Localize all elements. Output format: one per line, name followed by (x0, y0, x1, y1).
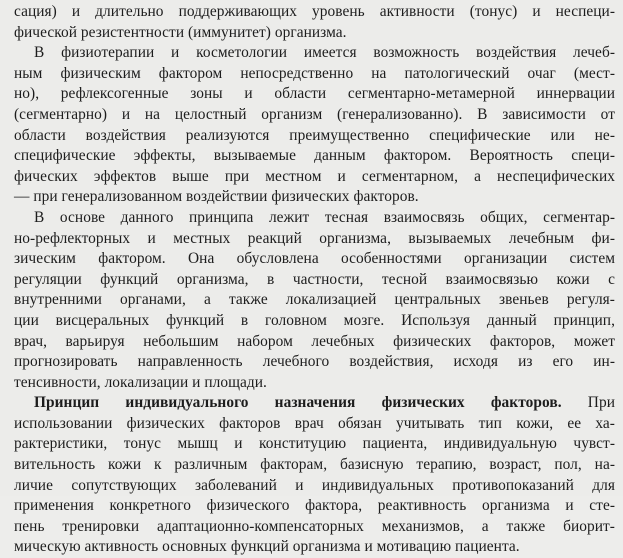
text-line: области воздействия реализуются преимущественно специфические или не- (14, 126, 615, 144)
text-line: применения конкретного физического фактора, реактивность организма и сте- (14, 497, 615, 515)
text-line: специфические эффекты, вызываемые данным фактором. Вероятность специ- (14, 147, 615, 165)
text-line (14, 393, 615, 414)
text-line: ным физическим фактором непосредственно на патологический очаг (мест- (14, 64, 615, 82)
text-line: В основе данного принципа лежит тесная взаимосвязь общих, сегментар- (34, 208, 615, 226)
text-line: использовании физических факторов врач обязан учитывать тип кожи, ее ха- (14, 414, 615, 432)
text-line: врач, варьируя небольшим набором лечебных физических факторов, может (14, 332, 615, 350)
text-line: регуляции функций организма, в частности, тесной взаимосвязью кожи с (14, 270, 615, 288)
text-line: тенсивности, локализации и площади. (14, 373, 267, 391)
lead-continuation: При (561, 394, 615, 412)
text-line: прогнозировать направленность лечебного воздействия, исходя из его ин- (14, 353, 615, 371)
principle-heading: Принцип индивидуального назначения физических факторов. (34, 394, 562, 412)
text-line: фических эффектов выше при местном и сегментарном, а неспецифических (14, 167, 615, 185)
text-line: пень тренировки адаптационно-компенсаторных механизмов, а также биорит- (14, 517, 615, 535)
text-line: но), рефлексогенные зоны и области сегментарно-метамерной иннервации (14, 85, 615, 103)
text-line: рактеристики, тонус мышц и конституцию пациента, индивидуальную чувст- (14, 435, 615, 453)
text-line: мическую активность основных функций организма и мотивацию пациента. (14, 538, 520, 556)
paragraph-2 (14, 43, 615, 208)
text-line: — при генерализованном воздействии физических факторов. (14, 188, 419, 206)
paragraph-3 (14, 208, 615, 393)
text-line: сация) и длительно поддерживающих уровень активности (тонус) и неспеци- (14, 3, 615, 20)
paragraph-4 (14, 393, 615, 558)
text-line: В физиотерапии и косметологии имеется возможность воздействия лечеб- (34, 44, 615, 62)
text-line: личие сопутствующих заболеваний и индивидуальных противопоказаний для (14, 476, 615, 494)
text-line: ции висцеральных функций в головном мозге. Используя данный принцип, (14, 311, 615, 329)
text-line: зическим фактором. Она обусловлена особенностями организации систем (14, 250, 615, 268)
text-line: но-рефлекторных и местных реакций организма, вызываемых лечебным фи- (14, 229, 615, 247)
text-line: (сегментарно) и на целостный организм (генерализованно). В зависимости от (14, 105, 615, 123)
paragraph-1 (14, 2, 615, 43)
text-line: вительность кожи к различным факторам, базисную терапию, возраст, пол, на- (14, 456, 615, 474)
text-line: фической резистентности (иммунитет) организма. (14, 23, 347, 41)
text-line: внутренними органами, а также локализацией центральных звеньев регуля- (14, 291, 615, 309)
